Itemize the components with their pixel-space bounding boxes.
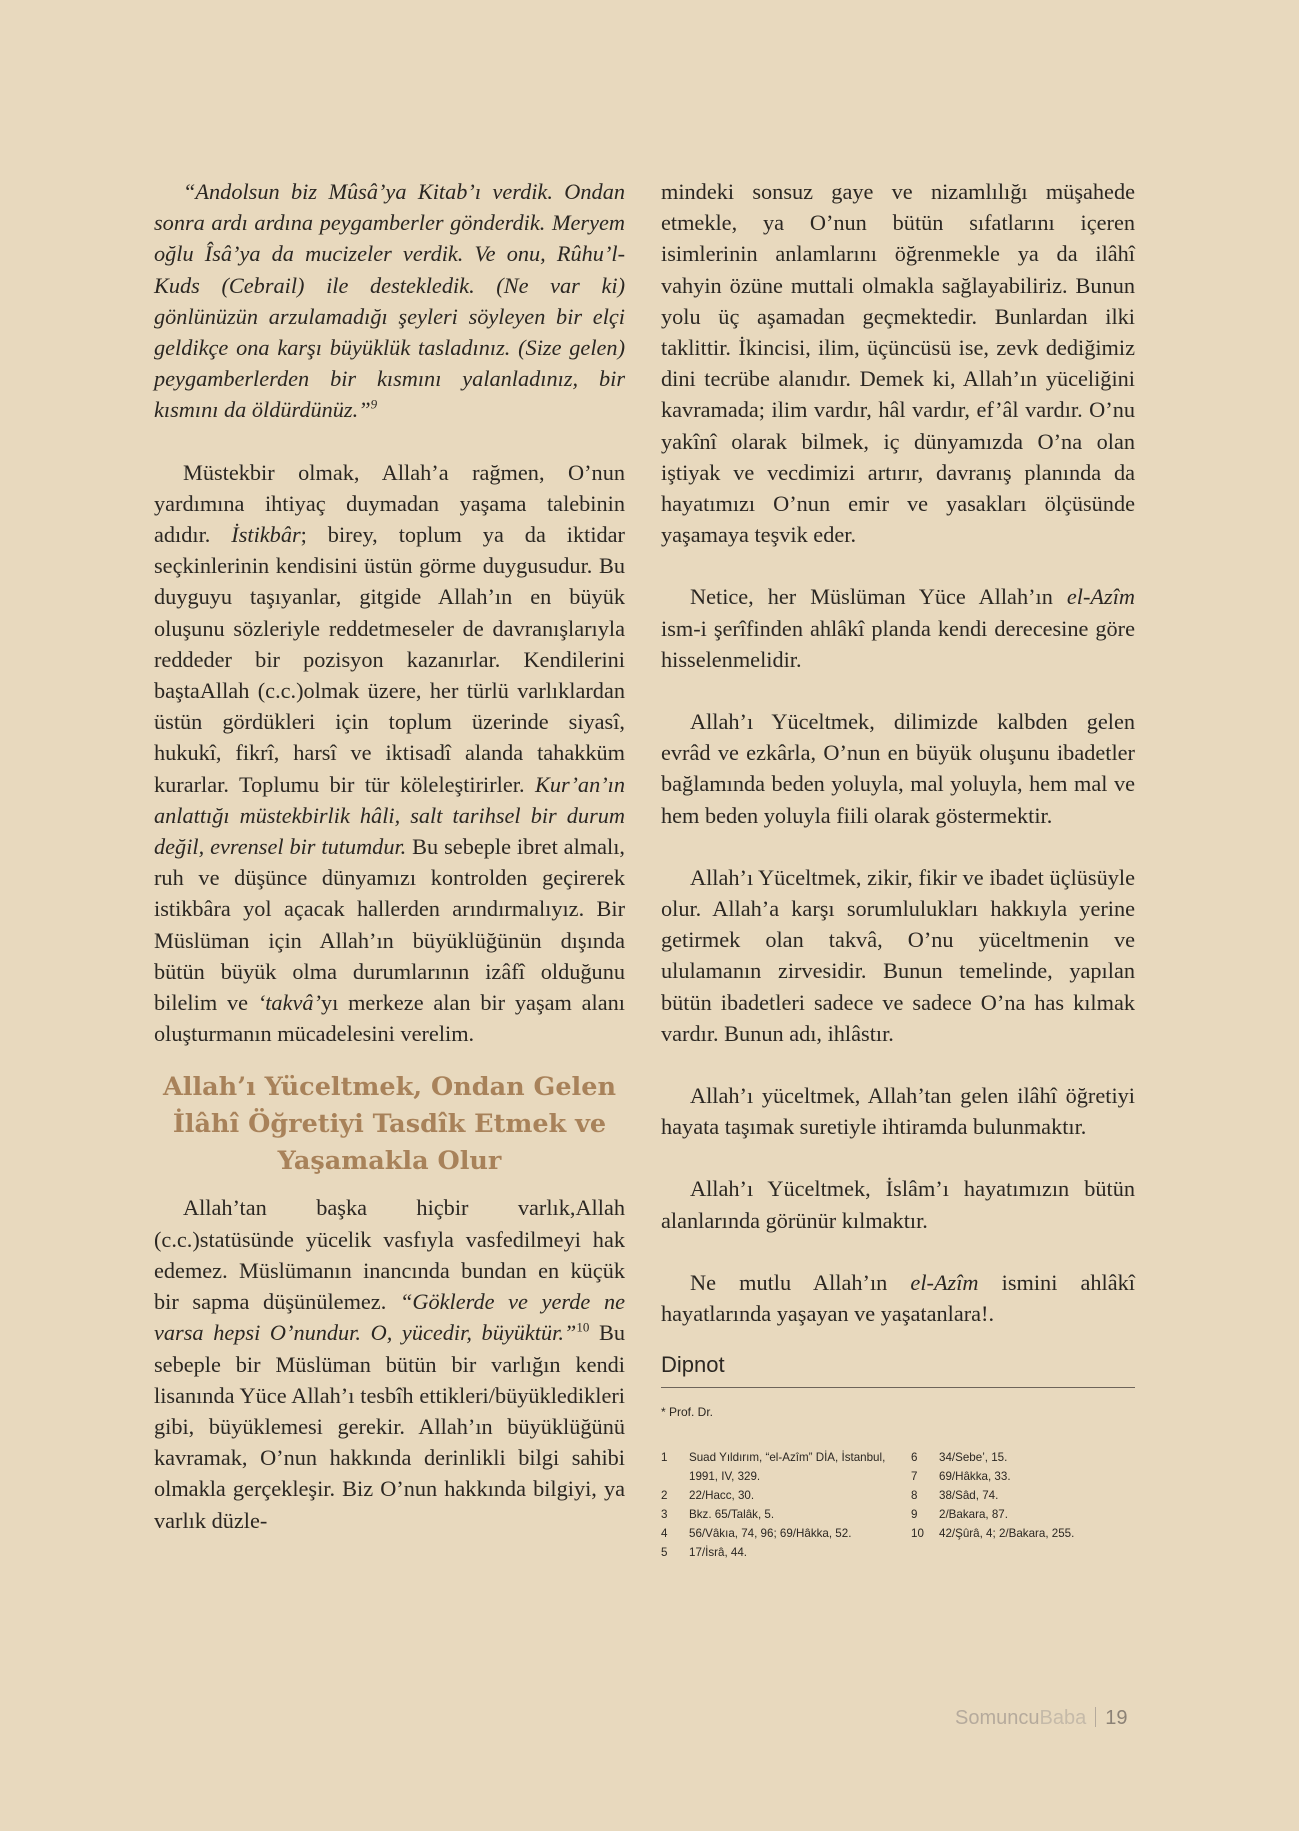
- footnote-ref-10: 10: [576, 1319, 590, 1335]
- footnote-item: [661, 1524, 911, 1543]
- footnote-item: [911, 1448, 1135, 1467]
- footnote-item: [661, 1543, 911, 1562]
- footnote-number: 8: [911, 1488, 918, 1502]
- footnote-text: 42/Şûrâ, 4; 2/Bakara, 255.: [939, 1526, 1075, 1540]
- footnote-number: 9: [911, 1507, 918, 1521]
- footnote-text: 22/Hacc, 30.: [689, 1488, 755, 1502]
- footnote-text: Bkz. 65/Talâk, 5.: [689, 1507, 775, 1521]
- footnote-item: [911, 1486, 1135, 1505]
- footnote-number: 4: [661, 1526, 668, 1540]
- footnote-text: 38/Sâd, 74.: [939, 1488, 999, 1502]
- footnote-item: [911, 1467, 1135, 1486]
- right-column: [661, 176, 1135, 1562]
- footnote-item: [661, 1448, 911, 1486]
- footnote-text: 69/Hâkka, 33.: [939, 1469, 1011, 1483]
- brand-logo: SomuncuBaba: [955, 1707, 1087, 1729]
- footnotes-column-b: [911, 1448, 1135, 1562]
- footnote-ref-9: 9: [370, 397, 378, 412]
- paragraph-continued: mindeki sonsuz gaye ve nizamlılığı müşahede etmekle, ya O’nun bütün sıfatlarını içeren isimlerinin anlamlarını öğrenmekle ya da ilâhî vahyin özüne muttali olmakla sağlayabiliriz. Bunun yolu üç aşamadan geçmektedir. Bunlardan ilki taklittir. İkincisi, ilim, üçüncüsü ise, zevk dediğimiz dini tecrübe alanıdır. Demek ki, Allah’ın yüceliğini kavramada; ilim vardır, hâl vardır, ef’âl vardır. O’nu yakînî olarak bilmek, iç dünyamızda O’na olan iştiyak ve vecdimizi artırır, davranış planında da hayatımızı O’nun emir ve yasakları ölçüsünde yaşamaya teşvik eder.: [661, 179, 1135, 548]
- page-number: 19: [1105, 1707, 1128, 1729]
- footnote-text: 56/Vâkıa, 74, 96; 69/Hâkka, 52.: [689, 1526, 852, 1540]
- footer-divider: [1095, 1707, 1096, 1727]
- footnote-item: [661, 1505, 911, 1524]
- paragraph-netice: Netice, her Müslüman Yüce Allah’ın el-Azîm ism-i şerîfinden ahlâkî planda kendi derecesine göre hisselenmelidir.: [661, 584, 1135, 672]
- footnote-number: 2: [661, 1488, 668, 1502]
- footnote-number: 1: [661, 1450, 668, 1464]
- footnotes-title: Dipnot: [661, 1349, 1135, 1387]
- footnote-text: Suad Yıldırım, “el-Azîm” DİA, İstanbul, 1991, IV, 329.: [689, 1450, 886, 1483]
- page-footer: [955, 1707, 1127, 1730]
- left-column: [154, 176, 625, 1536]
- paragraph-yuceltmek-4: Allah’ı Yüceltmek, İslâm’ı hayatımızın bütün alanlarında görünür kılmaktır.: [661, 1176, 1135, 1233]
- footnote-text: 2/Bakara, 87.: [939, 1507, 1008, 1521]
- author-note: * Prof. Dr.: [661, 1404, 714, 1419]
- paragraph-yuceltmek-3: Allah’ı yüceltmek, Allah’tan gelen ilâhî öğretiyi hayata taşımak suretiyle ihtiramda bulunmaktır.: [661, 1083, 1135, 1140]
- footnote-number: 3: [661, 1507, 668, 1521]
- paragraph-mustekbir: Müstekbir olmak, Allah’a rağmen, O’nun yardımına ihtiyaç duymadan yaşama talebinin adıdır. İstikbâr; birey, toplum ya da iktidar seçkinlerinin kendisini üstün görme duygusudur. Bu duyguyu taşıyanlar, gitgide Allah’ın en büyük oluşunu sözleriyle reddetmeseler de davranışlarıyla reddeder bir pozisyon kazanırlar. Kendilerini baştaAllah (c.c.)olmak üzere, her türlü varlıklardan üstün gördükleri için toplum üzerinde siyasî, hukukî, fikrî, harsî ve iktisadî alanda tahakküm kurarlar. Toplumu bir tür köleleştirirler. Kur’an’ın anlattığı müstekbirlik hâli, salt tarihsel bir durum değil, evrensel bir tutumdur. Bu sebeple ibret almalı, ruh ve düşünce dünyamızı kontrolden geçirerek istikbâra yol açacak hallerden arındırmalıyız. Bir Müslüman için Allah’ın büyüklüğünün dışında bütün büyük olma durumlarının izâfî olduğunu bilelim ve ‘takvâ’yı merkeze alan bir yaşam alanı oluşturmanın mücadelesini verelim.: [154, 459, 625, 1047]
- paragraph-yuceltmek-1: Allah’ı Yüceltmek, dilimizde kalbden gelen evrâd ve ezkârla, O’nun en büyük oluşunu ibadetler bağlamında beden yoluyla, mal yoluyla, hem mal ve hem beden yoluyla fiili olarak göstermektir.: [661, 709, 1135, 828]
- footnote-text: 34/Sebe’, 15.: [939, 1450, 1008, 1464]
- footnote-item: [911, 1505, 1135, 1524]
- footnotes-column-a: [661, 1448, 911, 1562]
- quote-paragraph: “Andolsun biz Mûsâ’ya Kitab’ı verdik. Ondan sonra ardı ardına peygamberler gönderdik. Meryem oğlu Îsâ’ya da mucizeler verdik. Ve onu, Rûhu’l-Kuds (Cebrail) ile destekledik. (Ne var ki) gönlünüzün arzulamadığı şeyleri söyleyen bir elçi geldikçe ona karşı büyüklük tasladınız. (Size gelen) peygamberlerden bir kısmını yalanladınız, bir kısmını da öldürdünüz.”$^9$: [154, 179, 625, 423]
- section-heading: Allah’ı Yüceltmek, Ondan Gelen İlâhî Öğretiyi Tasdîk Etmek ve Yaşamakla Olur: [162, 1072, 616, 1177]
- footnote-number: 6: [911, 1450, 918, 1464]
- footnote-number: 7: [911, 1469, 918, 1483]
- paragraph-ne-mutlu: Ne mutlu Allah’ın el-Azîm ismini ahlâkî hayatlarında yaşayan ve yaşatanlara!.: [661, 1269, 1135, 1327]
- paragraph-allahtan: Allah’tan başka hiçbir varlık,Allah (c.c.)statüsünde yücelik vasfıyla vasfedilmeyi hak edemez. Müslümanın inancında bundan en küçük bir sapma düşünülemez. “Göklerde ve yerde ne varsa hepsi O’nundur. O, yücedir, büyüktür.”$^{10}$ Bu sebeple bir Müslüman bütün bir varlığın kendi lisanında Yüce Allah’ı tesbîh ettikleri/büyükledikleri gibi, büyüklemesi gerekir. Allah’ın büyüklüğünü kavramak, O’nun hakkında derinlikli bilgi sahibi olmakla gerçekleşir. Biz O’nun hakkında bilgiyi, ya varlık düzle-: [154, 1195, 625, 1533]
- footnote-item: [911, 1524, 1135, 1543]
- paragraph-yuceltmek-2: Allah’ı Yüceltmek, zikir, fikir ve ibadet üçlüsüyle olur. Allah’a karşı sorumlulukları hakkıyla yerine getirmek olan takvâ, O’nu yüceltmenin ve ululamanın zirvesidir. Bunun temelinde, yapılan bütün ibadetleri sadece ve sadece O’na has kılmak vardır. Bunun adı, ihlâstır.: [661, 864, 1135, 1046]
- footnote-number: 5: [661, 1545, 668, 1559]
- footnote-item: [661, 1486, 911, 1505]
- footnote-text: 17/İsrâ, 44.: [689, 1545, 748, 1559]
- footnote-number: 10: [911, 1526, 924, 1540]
- footnotes-list: [661, 1448, 1135, 1562]
